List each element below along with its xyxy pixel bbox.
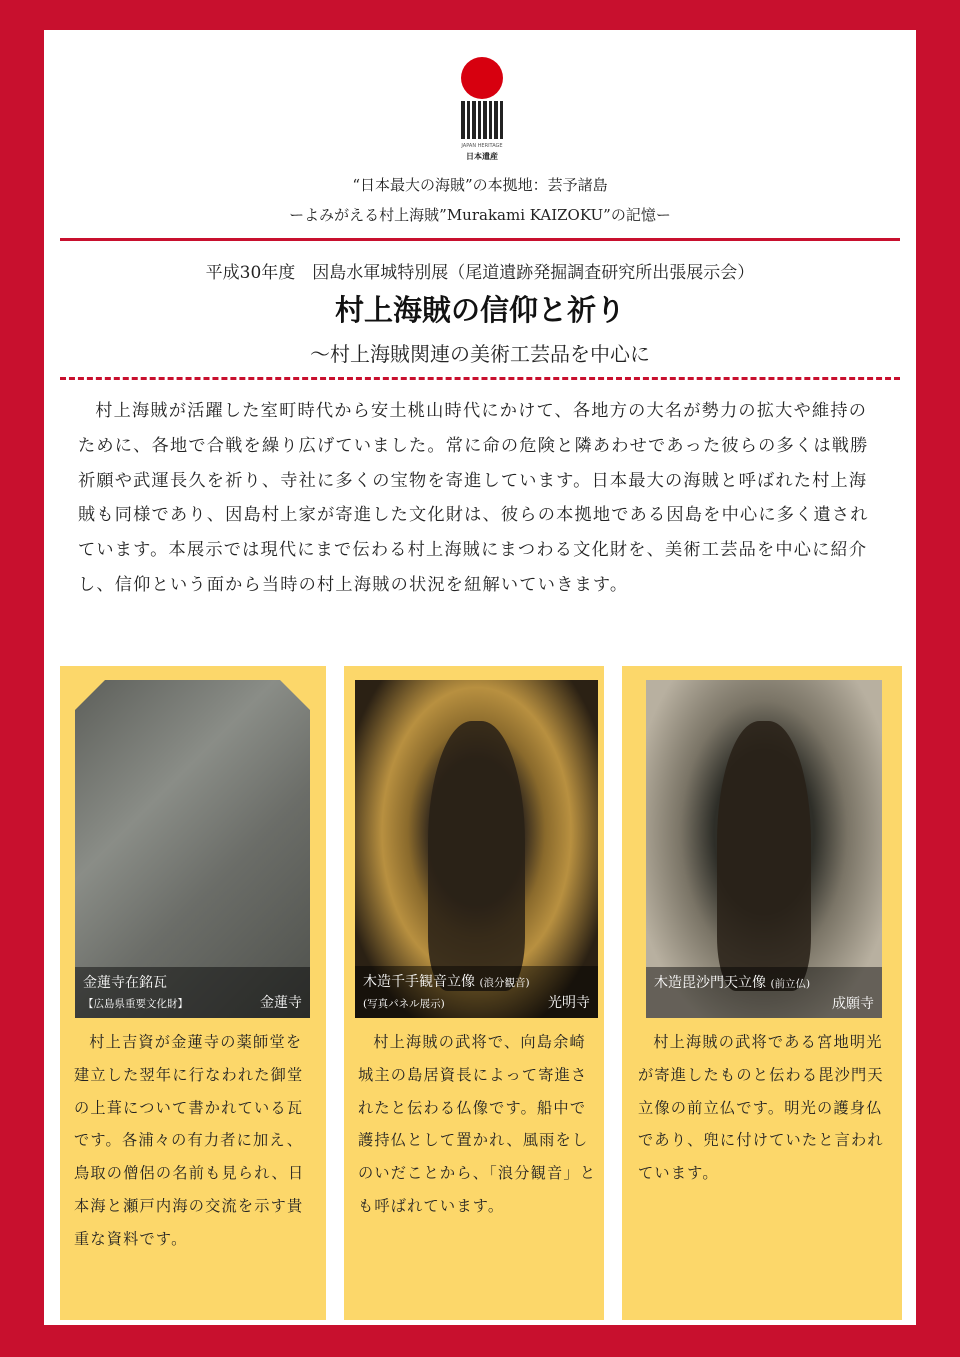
kannon-statue-photo — [355, 680, 598, 1018]
exhibit-description: 村上海賊の武将で、向島余崎城主の島居資長によって寄進されたと伝わる仏像です。船中で護持仏として置かれ、風雨をしのいだことから、「浪分観音」とも呼ばれています。 — [358, 1033, 597, 1215]
exhibit-card-kinrenji — [60, 666, 326, 1320]
header-line-2: ーよみがえる村上海賊”Murakami KAIZOKU”の記憶ー — [289, 206, 671, 224]
photo-caption — [355, 966, 598, 1018]
caption-sub: (浪分観音) — [479, 977, 530, 989]
page-title: 村上海賊の信仰と祈り — [334, 293, 625, 327]
caption-note: (写真パネル展示) — [363, 998, 445, 1010]
bishamonten-statue-photo — [646, 680, 882, 1018]
header-line-1: “日本最大の海賊”の本拠地：芸予諸島 — [352, 176, 608, 194]
exhibit-card-jouganji — [622, 666, 902, 1320]
page-subtitle: ～村上海賊関連の美術工芸品を中心に — [310, 342, 650, 366]
statue-silhouette — [717, 721, 811, 991]
dashed-divider — [60, 377, 900, 380]
photo-caption — [75, 967, 310, 1018]
logo-text-en: JAPAN HERITAGE — [461, 143, 503, 149]
caption-place: 光明寺 — [548, 995, 590, 1011]
roof-tile-photo — [75, 680, 310, 1018]
barcode-mark-icon — [461, 101, 503, 139]
caption-title: 金蓮寺在銘瓦 — [83, 975, 167, 991]
red-sun-icon — [461, 57, 503, 99]
logo-text-jp: 日本遺産 — [466, 152, 498, 161]
caption-note: 【広島県重要文化財】 — [83, 998, 188, 1010]
intro-paragraph: 村上海賊が活躍した室町時代から安土桃山時代にかけて、各地方の大名が勢力の拡大や維持のために、各地で合戦を繰り広げていました。常に命の危険と隣あわせであった彼らの多くは戦勝祈願や武運長久を祈り、寺社に多くの宝物を寄進しています。日本最大の海賊と呼ばれた村上海賊も同様であり、因島村上家が寄進した文化財は、彼らの本拠地である因島を中心に多く遺されています。本展示では現代にまで伝わる村上海賊にまつわる文化財を、美術工芸品を中心に紹介し、信仰という面から当時の村上海賊の状況を紐解いていきます。 — [78, 401, 869, 595]
header-divider — [60, 238, 900, 241]
caption-title: 木造毘沙門天立像 — [654, 975, 766, 991]
exhibit-description: 村上海賊の武将である宮地明光が寄進したものと伝わる毘沙門天立像の前立仏です。明光の護身仏であり、兜に付けていたと言われています。 — [638, 1033, 884, 1183]
event-name: 平成30年度 因島水軍城特別展（尾道遺跡発掘調査研究所出張展示会） — [205, 263, 755, 283]
photo-caption — [646, 967, 882, 1018]
exhibit-description: 村上吉資が金蓮寺の薬師堂を建立した翌年に行なわれた御堂の上葺について書かれている瓦です。各浦々の有力者に加え、鳥取の僧侶の名前も見られ、日本海と瀬戸内海の交流を示す貴重な資料です。 — [74, 1033, 305, 1248]
poster — [44, 30, 916, 1325]
japan-heritage-logo — [457, 57, 507, 192]
exhibit-card-komyoji — [344, 666, 604, 1320]
caption-title: 木造千手観音立像 — [363, 974, 475, 990]
caption-sub: (前立仏) — [770, 978, 811, 990]
statue-silhouette — [428, 721, 525, 991]
caption-place: 成願寺 — [832, 996, 874, 1012]
caption-place: 金蓮寺 — [260, 995, 302, 1011]
